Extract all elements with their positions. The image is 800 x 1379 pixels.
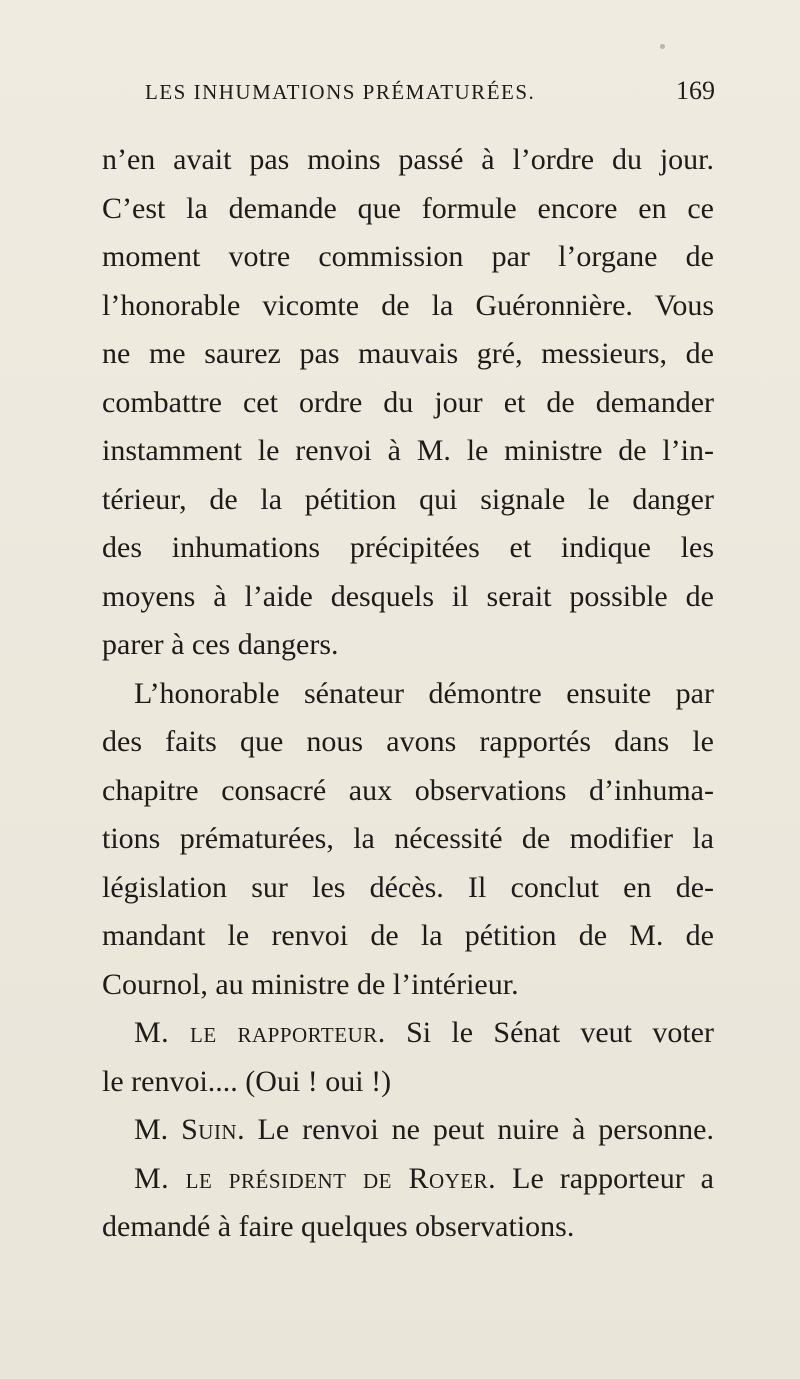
paragraph — [102, 1155, 714, 1252]
body-text — [102, 136, 714, 1252]
text-line: mandant le renvoi de la pétition de M. de — [102, 919, 714, 952]
paper-speck — [660, 44, 665, 49]
text-line: n’en avait pas moins passé à l’ordre du jour. — [102, 143, 714, 176]
text-line: moyens à l’aide desquels il serait possible de — [102, 579, 714, 613]
text-line: parer à ces dangers. — [102, 628, 339, 661]
text-line: demandé à faire quelques observations. — [102, 1210, 575, 1243]
text-line: tions prématurées, la nécessité de modifier la — [102, 822, 714, 855]
text-line: térieur, de la pétition qui signale le danger — [102, 482, 714, 516]
text-line: chapitre consacré aux observations d’inhuma- — [102, 773, 714, 807]
speech-text: Le rapporteur a — [496, 1161, 714, 1195]
text-line — [102, 1155, 714, 1204]
text-line: des inhumations précipitées et indique les — [102, 531, 714, 564]
text-line: instamment le renvoi à M. le ministre de l’in- — [102, 434, 714, 467]
speaker-name: M. le rapporteur. — [134, 1016, 386, 1049]
text-line — [102, 1106, 714, 1155]
speaker-initial: M. — [134, 1113, 182, 1146]
paragraph — [102, 1106, 714, 1155]
paragraph — [102, 136, 714, 670]
text-line: L’honorable sénateur démontre ensuite par — [134, 676, 714, 710]
speaker-name: Suin — [181, 1113, 238, 1146]
running-title: LES INHUMATIONS PRÉMATURÉES. — [145, 80, 536, 104]
speech-text: Si le Sénat veut voter — [385, 1016, 714, 1049]
text-line: législation sur les décès. Il conclut en de- — [102, 870, 714, 904]
text-line — [102, 1009, 714, 1058]
text-line: Cournol, au ministre de l’intérieur. — [102, 967, 519, 1001]
text-line: l’honorable vicomte de la Guéronnière. Vous — [102, 288, 714, 322]
text-line: ne me saurez pas mauvais gré, messieurs, de — [102, 337, 714, 370]
text-line: moment votre commission par l’organe de — [102, 240, 714, 273]
text-line: C’est la demande que formule encore en ce — [102, 191, 714, 225]
speaker-name: M. le président de Royer. — [134, 1161, 497, 1195]
page-number: 169 — [676, 76, 715, 105]
text-line: des faits que nous avons rapportés dans le — [102, 725, 714, 758]
text-line: le renvoi.... (Oui ! oui !) — [102, 1064, 392, 1098]
speech-text: . Le renvoi ne peut nuire à personne. — [237, 1113, 714, 1146]
text-line: combattre cet ordre du jour et de demander — [102, 385, 714, 419]
page-header — [145, 76, 715, 112]
paragraph — [102, 1009, 714, 1106]
paragraph — [102, 670, 714, 1010]
